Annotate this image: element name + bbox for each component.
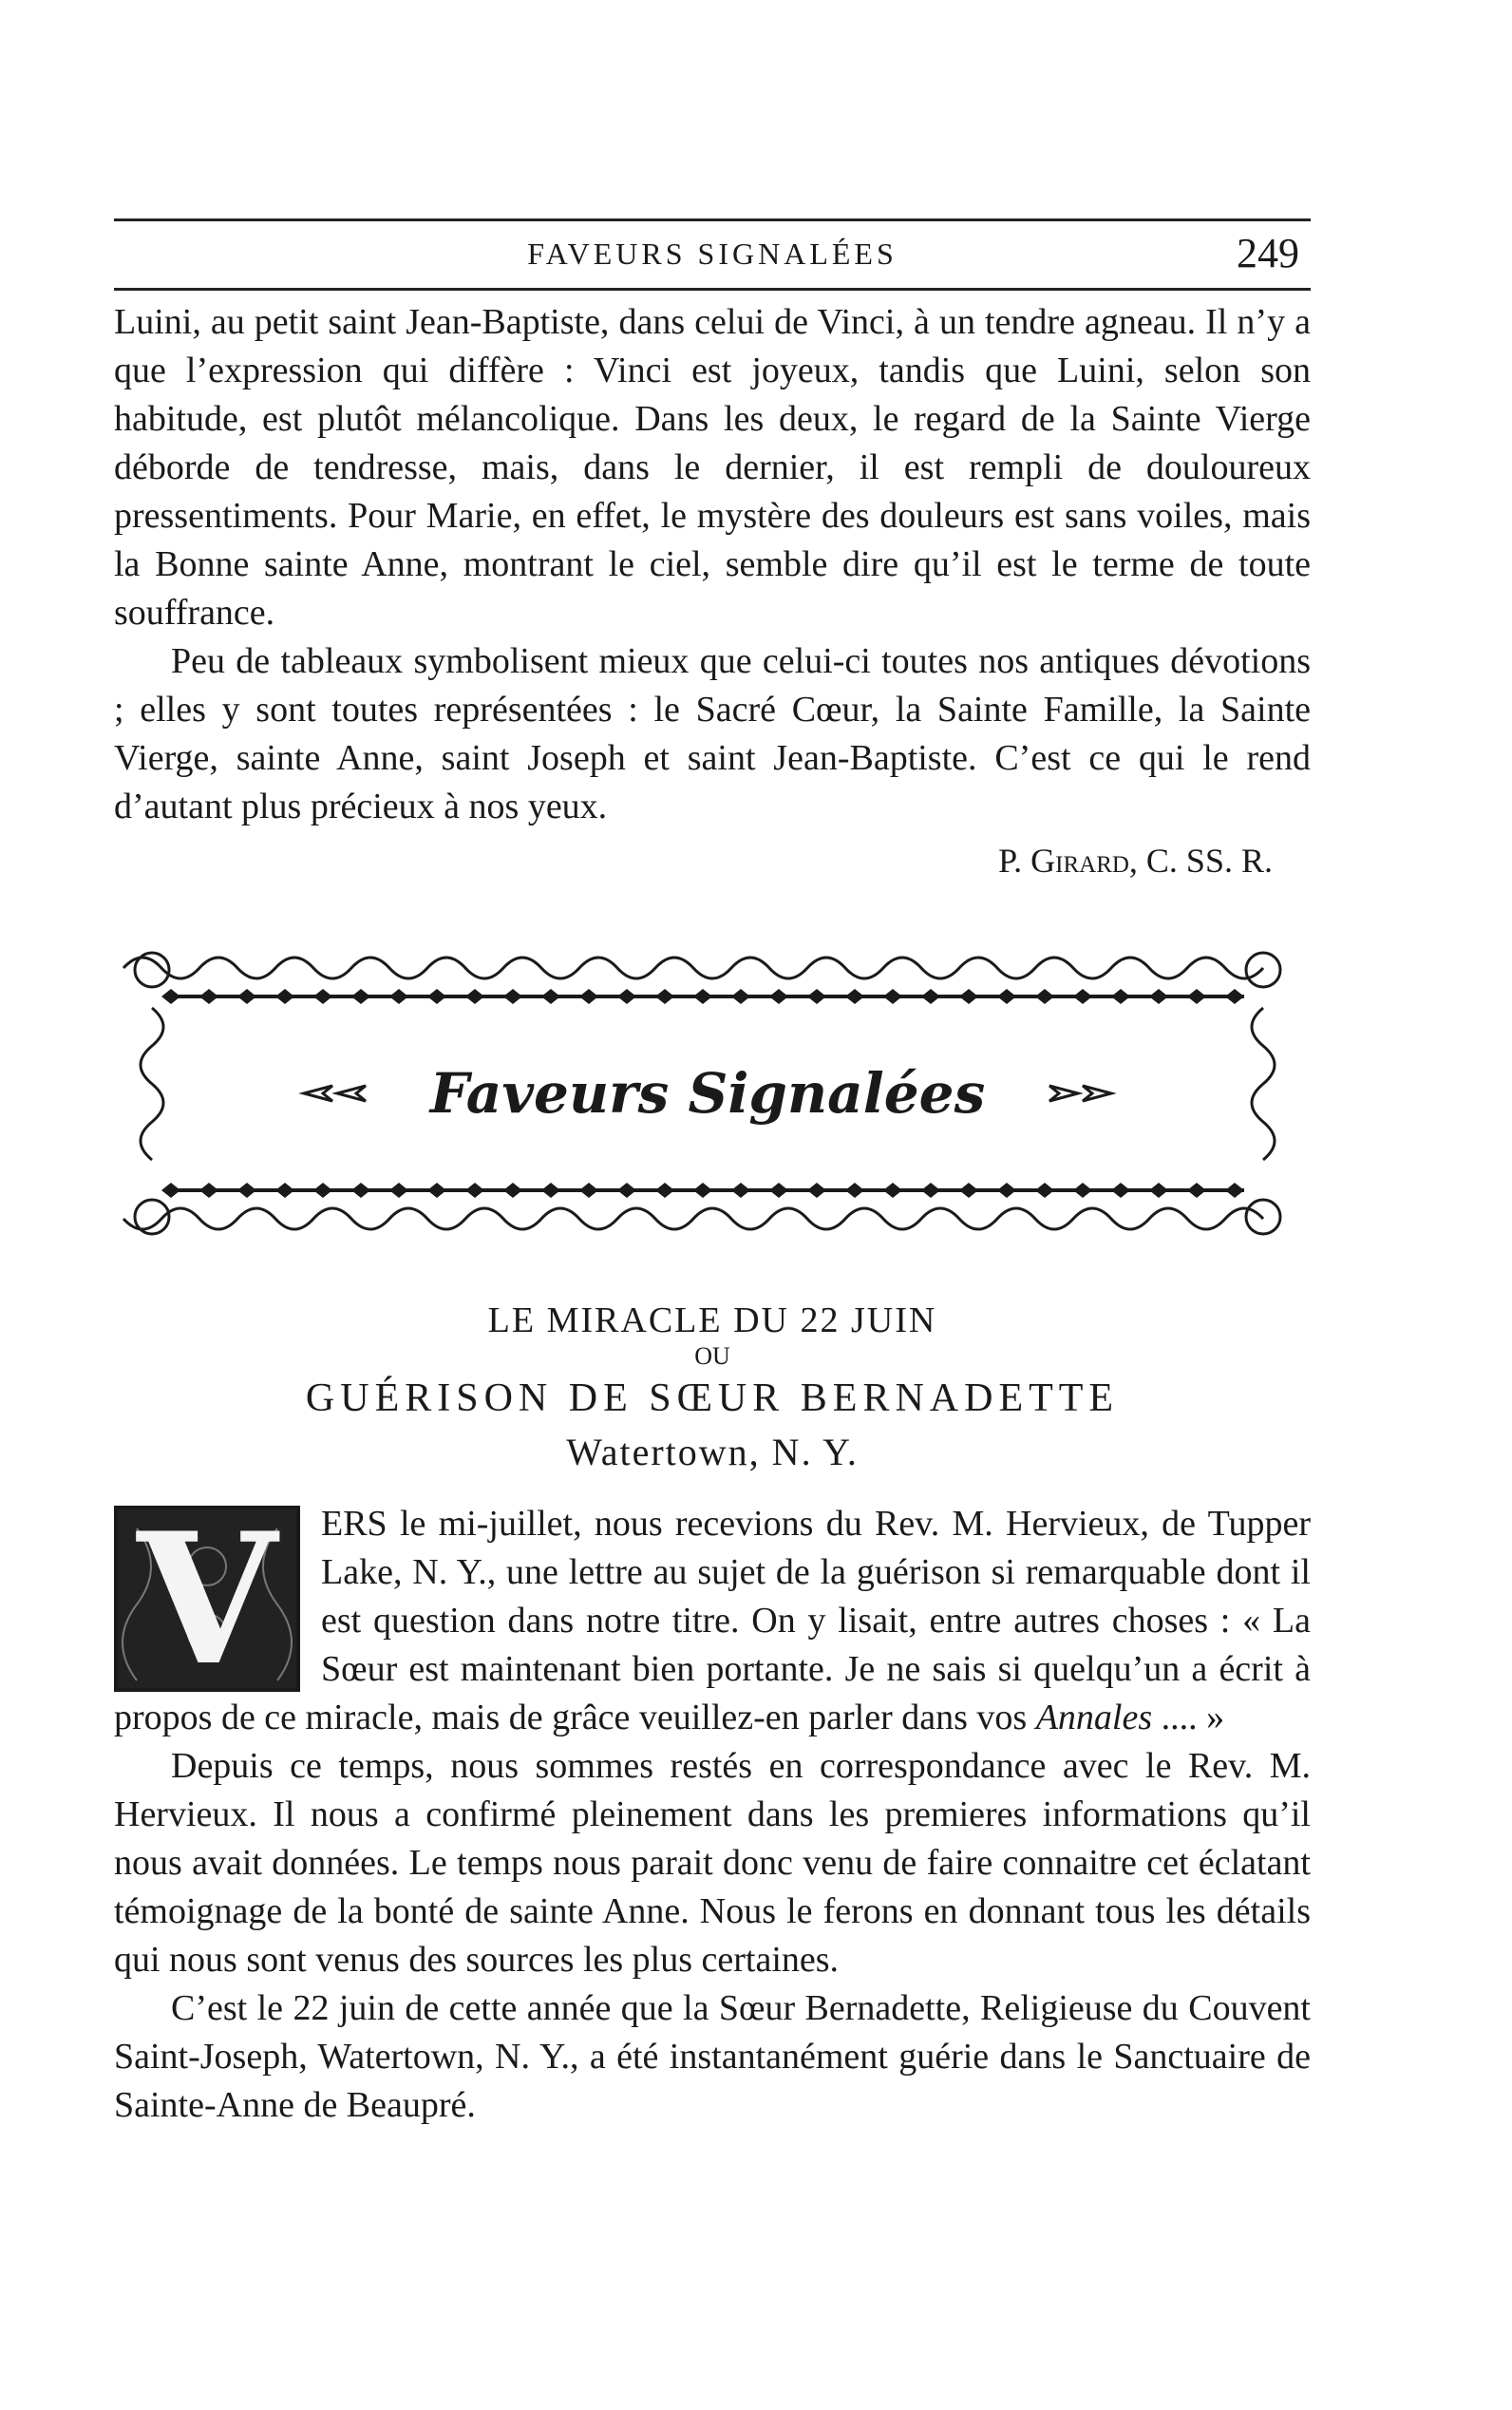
running-title: FAVEURS SIGNALÉES (527, 237, 898, 271)
article-paragraph: Depuis ce temps, nous sommes restés en correspondance avec le Rev. M. Hervieux. Il nous a confirmé pleinement dans les premieres informations qu’il nous avait données. Le temps nous parait donc venu de faire connaitre cet éclatant témoignage de la bonté de sainte Anne. Nous le ferons en donnant tous les détails qui nous sont venus des sources les plus certaines. (114, 1746, 1311, 1980)
dropcap-continuation: ERS (321, 1504, 387, 1544)
banner-title: Faveurs Signalées (429, 1061, 986, 1126)
article-paragraph-end: .... » (1152, 1698, 1225, 1737)
page-number: 249 (1237, 230, 1299, 276)
ornamental-border-icon (114, 941, 1301, 1245)
dropcap-letter: V (137, 1493, 277, 1705)
article-paragraph-text: le mi-juillet, nous recevions du Rev. M. Hervieux, de Tupper Lake, N. Y., une lettre au sujet de la guérison si remarquable dont il est question dans notre titre. On y lisait, entre autres choses : « La Sœur est maintenant bien portante. Je ne sais si quelqu’un a écrit à propos de ce miracle, mais de grâce veuillez-en parler dans vos (114, 1504, 1311, 1737)
author-signature: P. Girard, C. SS. R. (998, 842, 1273, 880)
annales-title: Annales (1035, 1698, 1153, 1737)
previous-article-paragraph: Luini, au petit saint Jean-Baptiste, dans celui de Vinci, à un tendre agneau. Il n’y a que l’expression qui diffère : Vinci est joyeux, tandis que Luini, selon son habitude, est plutôt mélancolique. Dans les deux, le regard de la Sainte Vierge déborde de tendresse, mais, dans le dernier, il est rempli de douloureux pressentiments. Pour Marie, en effet, le mystère des douleurs est sans voiles, mais la Bonne sainte Anne, montrant le ciel, semble dire qu’il est le terme de toute souffrance. (114, 302, 1311, 633)
previous-article-paragraph: Peu de tableaux symbolisent mieux que celui-ci toutes nos antiques dévotions ; elles y sont toutes représentées : le Sacré Cœur, la Sainte Famille, la Sainte Vierge, sainte Anne, saint Joseph et saint Jean-Baptiste. C’est ce qui le rend d’autant plus précieux à nos yeux. (114, 641, 1311, 826)
book-page (114, 218, 1311, 2130)
running-head (114, 218, 1311, 291)
ornamental-banner (114, 941, 1301, 1245)
article-title: LE MIRACLE DU 22 JUIN (487, 1300, 937, 1340)
dropcap (114, 1493, 300, 1705)
article-subtitle: GUÉRISON DE SŒUR BERNADETTE (305, 1376, 1120, 1420)
article-title-or: OU (694, 1342, 730, 1370)
article-paragraph: C’est le 22 juin de cette année que la Sœur Bernadette, Religieuse du Couvent Saint-Joseph, Watertown, N. Y., a été instantanément guérie dans le Sanctuaire de Sainte-Anne de Beaupré. (114, 1988, 1311, 2125)
article-place: Watertown, N. Y. (566, 1431, 859, 1473)
